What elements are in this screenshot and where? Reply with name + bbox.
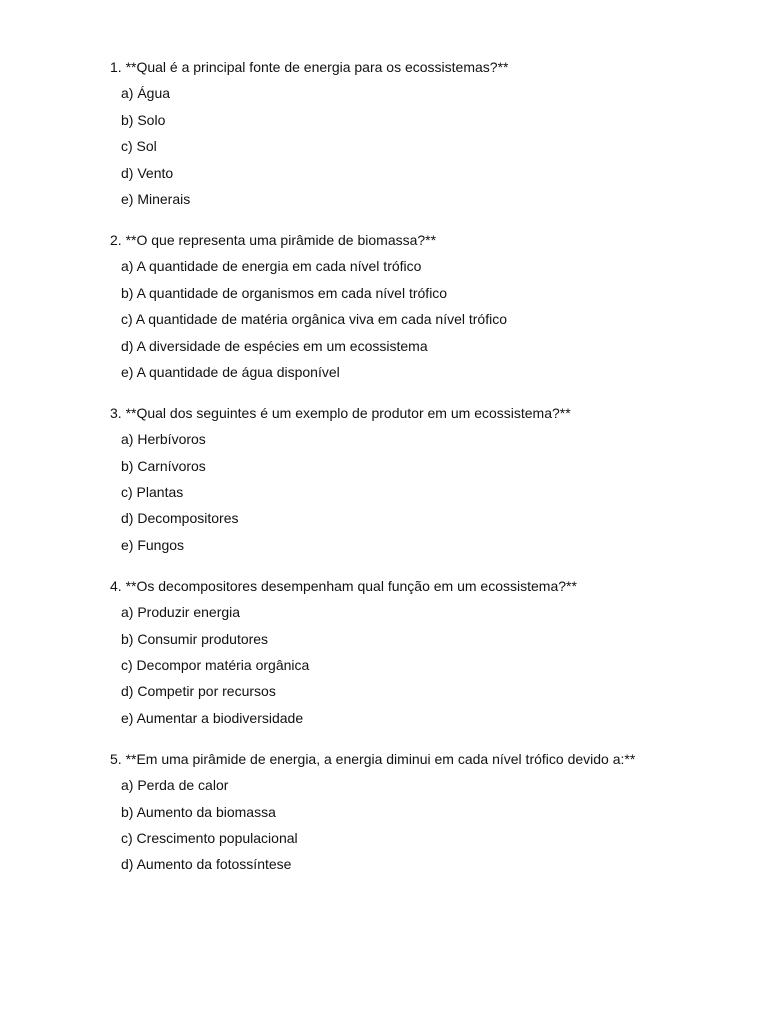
answer-option: a) Perda de calor bbox=[121, 777, 229, 794]
question-5 bbox=[110, 751, 730, 873]
answer-option: b) Solo bbox=[121, 111, 166, 128]
answer-option: d) Vento bbox=[121, 164, 174, 181]
answer-option: d) Competir por recursos bbox=[121, 683, 276, 700]
answer-option: e) Minerais bbox=[121, 190, 191, 207]
answer-option: b) Aumento da biomassa bbox=[121, 803, 276, 820]
question-title: 2. **O que representa uma pirâmide de biomassa?** bbox=[110, 231, 437, 248]
answer-option: b) Carnívoros bbox=[121, 457, 206, 474]
answer-option: c) A quantidade de matéria orgânica viva em cada nível trófico bbox=[121, 311, 507, 328]
answer-option: d) Decompositores bbox=[121, 510, 239, 527]
answer-option: c) Crescimento populacional bbox=[121, 829, 298, 846]
question-title: 4. **Os decompositores desempenham qual função em um ecossistema?** bbox=[110, 577, 577, 594]
answer-option: a) Produzir energia bbox=[121, 604, 241, 621]
question-4 bbox=[110, 578, 730, 726]
answer-option: e) Fungos bbox=[121, 536, 185, 553]
question-title: 1. **Qual é a principal fonte de energia para os ecossistemas?** bbox=[110, 59, 509, 75]
question-list bbox=[110, 59, 730, 872]
answer-option: a) Água bbox=[121, 85, 171, 102]
answer-option: d) Aumento da fotossíntese bbox=[121, 856, 292, 873]
answer-option: a) Herbívoros bbox=[121, 431, 206, 448]
answer-option: e) A quantidade de água disponível bbox=[121, 363, 340, 380]
answer-option: e) Aumentar a biodiversidade bbox=[121, 709, 304, 726]
answer-option: d) A diversidade de espécies em um ecossistema bbox=[121, 337, 428, 354]
answer-option: c) Decompor matéria orgânica bbox=[121, 657, 310, 674]
answer-option: a) A quantidade de energia em cada nível trófico bbox=[121, 258, 422, 275]
answer-option: b) A quantidade de organismos em cada nível trófico bbox=[121, 284, 448, 301]
question-3 bbox=[110, 405, 730, 553]
answer-option: b) Consumir produtores bbox=[121, 630, 269, 647]
answer-option: c) Sol bbox=[121, 138, 157, 155]
question-2 bbox=[110, 232, 730, 380]
question-title: 5. **Em uma pirâmide de energia, a energia diminui em cada nível trófico devido a:** bbox=[110, 750, 636, 767]
answer-option: c) Plantas bbox=[121, 484, 184, 501]
question-1 bbox=[110, 59, 730, 207]
question-title: 3. **Qual dos seguintes é um exemplo de produtor em um ecossistema?** bbox=[110, 404, 571, 421]
